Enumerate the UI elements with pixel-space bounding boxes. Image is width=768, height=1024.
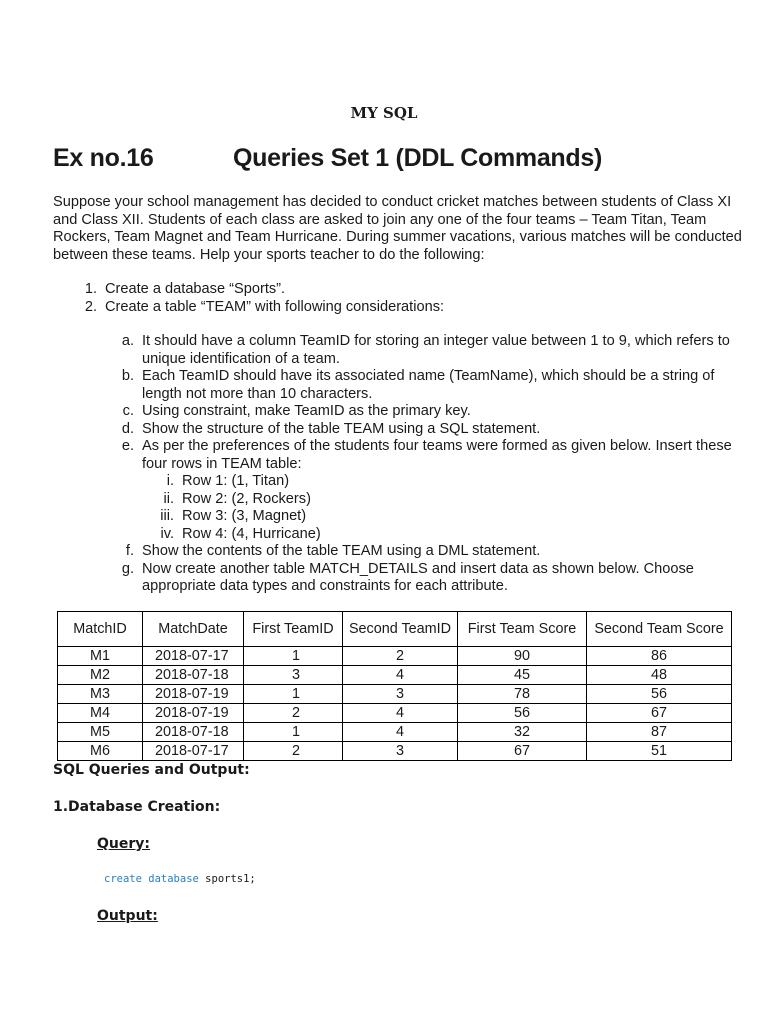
list-marker: 2. <box>84 298 97 315</box>
table-cell: 56 <box>458 704 587 723</box>
table-row <box>58 704 732 723</box>
table-cell: 3 <box>343 685 458 704</box>
table-cell: 3 <box>343 742 458 761</box>
table-cell: 1 <box>244 685 343 704</box>
list-marker: i. <box>166 473 174 489</box>
column-header: Second TeamID <box>343 612 458 647</box>
list-marker: b. <box>121 368 134 384</box>
table-cell: 87 <box>587 723 732 742</box>
list-item-text: Create a table “TEAM” with following considerations: <box>105 298 445 315</box>
roman-list <box>142 473 739 543</box>
column-header: MatchDate <box>143 612 244 647</box>
table-row <box>58 647 732 666</box>
code-text: sports1; <box>205 873 256 885</box>
list-marker: c. <box>122 403 134 419</box>
table-cell: 2 <box>244 742 343 761</box>
column-header: Second Team Score <box>587 612 732 647</box>
table-row <box>58 685 732 704</box>
table-row <box>58 666 732 685</box>
table-row <box>58 742 732 761</box>
column-header: First TeamID <box>244 612 343 647</box>
list-item-text: Using constraint, make TeamID as the primary key. <box>142 403 471 419</box>
sql-code <box>104 873 256 885</box>
list-marker: e. <box>121 438 134 454</box>
intro-paragraph: Suppose your school management has decided to conduct cricket matches between students of Class XI and Class XII. Students of each class are asked to join any one of the four teams – Team Titan, Team Rockers, Team Magnet and Team Hurricane. During summer vacations, various matches will be conducted between these teams. Help your sports teacher to do the following: <box>53 194 742 263</box>
list-item-text: Row 1: (1, Titan) <box>182 473 290 489</box>
table-cell: M4 <box>58 704 143 723</box>
table-cell: 78 <box>458 685 587 704</box>
match-details-table <box>57 611 732 761</box>
exercise-number: Ex no.16 <box>53 144 154 172</box>
list-item-text: Show the structure of the table TEAM using a SQL statement. <box>142 420 541 437</box>
list-marker: ii. <box>163 490 174 507</box>
list-item-text: Row 4: (4, Hurricane) <box>182 525 321 542</box>
exercise-title: Queries Set 1 (DDL Commands) <box>233 144 603 172</box>
table-cell: 4 <box>343 723 458 742</box>
list-item <box>142 508 739 526</box>
code-keyword: create <box>104 873 142 885</box>
list-item-text: Each TeamID should have its associated name (TeamName), which should be a string of length not more than 10 characters. <box>142 368 715 402</box>
list-item <box>114 561 739 596</box>
table-cell: 45 <box>458 666 587 685</box>
list-item-text: It should have a column TeamID for storing an integer value between 1 to 9, which refers to unique identification of a team. <box>142 333 730 367</box>
numbered-list <box>70 281 730 316</box>
list-item <box>142 473 739 491</box>
code-keyword: database <box>148 873 199 885</box>
table-cell: 2018-07-17 <box>143 647 244 666</box>
list-item-text: As per the preferences of the students four teams were formed as given below. Insert these four rows in TEAM table: <box>142 438 732 472</box>
list-marker: g. <box>121 560 134 577</box>
list-item <box>142 526 739 544</box>
table-cell: 1 <box>244 647 343 666</box>
table-cell: 2 <box>244 704 343 723</box>
list-item <box>114 368 739 403</box>
table-cell: 56 <box>587 685 732 704</box>
table-cell: 90 <box>458 647 587 666</box>
list-marker: iii. <box>160 508 174 524</box>
table-cell: 2 <box>343 647 458 666</box>
table-cell: 86 <box>587 647 732 666</box>
list-marker: d. <box>121 420 134 437</box>
list-item-text: Row 3: (3, Magnet) <box>182 508 307 524</box>
table-cell: 2018-07-18 <box>143 666 244 685</box>
list-item <box>114 438 739 473</box>
list-item <box>114 403 739 421</box>
list-item <box>142 491 739 509</box>
table-cell: 32 <box>458 723 587 742</box>
column-header: MatchID <box>58 612 143 647</box>
list-item-text: Show the contents of the table TEAM using a DML statement. <box>142 543 541 559</box>
table-cell: M1 <box>58 647 143 666</box>
table-cell: M2 <box>58 666 143 685</box>
document-header: MY SQL <box>350 104 418 122</box>
subsection-heading: 1.Database Creation: <box>53 799 221 815</box>
table-cell: 48 <box>587 666 732 685</box>
list-item-text: Row 2: (2, Rockers) <box>182 490 311 507</box>
list-marker: iv. <box>160 525 174 542</box>
list-item-text: Create a database “Sports”. <box>105 281 286 297</box>
table-cell: 2018-07-19 <box>143 685 244 704</box>
table-cell: 4 <box>343 704 458 723</box>
list-marker: 1. <box>84 281 97 297</box>
table-cell: 1 <box>244 723 343 742</box>
list-item <box>114 421 739 439</box>
list-item <box>70 281 730 299</box>
column-header: First Team Score <box>458 612 587 647</box>
table-cell: 3 <box>244 666 343 685</box>
list-item-text: Now create another table MATCH_DETAILS and insert data as shown below. Choose appropriate data types and constraints for each attribute. <box>142 560 694 594</box>
table-cell: 67 <box>458 742 587 761</box>
table-row <box>58 723 732 742</box>
table-cell: 51 <box>587 742 732 761</box>
table-cell: M5 <box>58 723 143 742</box>
output-label: Output: <box>97 908 158 924</box>
list-item <box>70 299 730 317</box>
list-marker: f. <box>125 543 134 559</box>
table-cell: 2018-07-18 <box>143 723 244 742</box>
section-heading: SQL Queries and Output: <box>53 762 250 778</box>
list-item <box>114 543 739 561</box>
table-cell: M3 <box>58 685 143 704</box>
query-label: Query: <box>97 836 150 852</box>
table-cell: M6 <box>58 742 143 761</box>
table-cell: 2018-07-17 <box>143 742 244 761</box>
table-cell: 4 <box>343 666 458 685</box>
alpha-list <box>114 333 739 596</box>
table-cell: 67 <box>587 704 732 723</box>
table-header-row <box>58 612 732 647</box>
list-marker: a. <box>121 333 134 349</box>
list-item <box>114 333 739 368</box>
table-cell: 2018-07-19 <box>143 704 244 723</box>
